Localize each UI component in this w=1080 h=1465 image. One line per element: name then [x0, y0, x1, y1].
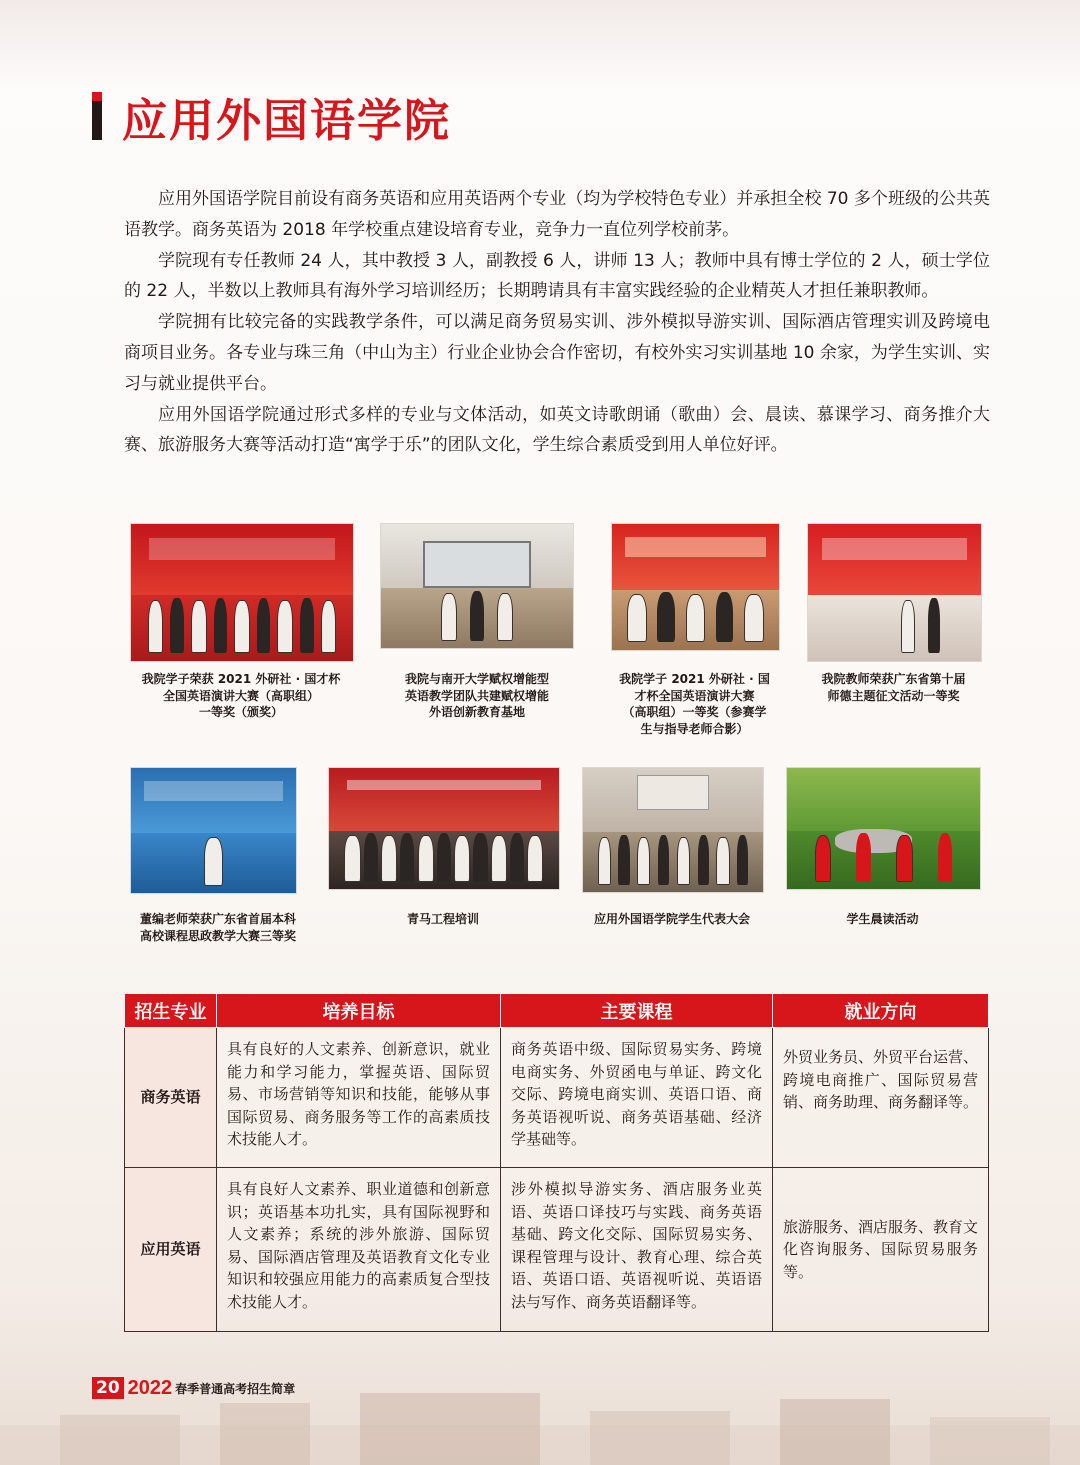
photo-caption: 青马工程培训: [406, 912, 479, 926]
major-name: 商务英语: [125, 1028, 217, 1168]
page-title: 应用外国语学院: [122, 93, 452, 147]
intro-text: [124, 184, 990, 461]
photo-base-signing: [380, 523, 574, 649]
career-direction: 外贸业务员、外贸平台运营、跨境电商推广、国际贸易营销、商务助理、商务翻译等。: [773, 1028, 989, 1168]
header-jobs: 就业方向: [773, 994, 989, 1028]
title-marker: [92, 92, 102, 140]
page-header: [92, 88, 452, 147]
brochure-title: 春季普通高考招生简章: [175, 1381, 296, 1396]
footer-year: 2022: [127, 1376, 173, 1399]
photo-caption: 我院学子 2021 外研社 · 国 才杯全国英语演讲大赛 （高职组）一等奖（参赛学 生与指导老师合影）: [619, 672, 770, 736]
intro-paragraph: 应用外国语学院目前设有商务英语和应用英语两个专业（均为学校特色专业）并承担全校 70 多个班级的公共英语教学。商务英语为 2018 年学校重点建设培育专业，竞争力一直位列学校前茅。: [124, 189, 990, 240]
photo-caption: 我院与南开大学赋权增能型 英语教学团队共建赋权增能 外语创新教育基地: [404, 672, 549, 720]
photo-teaching-contest: [130, 767, 297, 894]
campus-skyline-decoration: [0, 1385, 1080, 1465]
photo-contest-group: [611, 523, 780, 651]
photo-caption: 应用外国语学院学生代表大会: [593, 912, 750, 926]
header-goal: 培养目标: [217, 994, 501, 1028]
major-name: 应用英语: [125, 1168, 217, 1332]
intro-paragraph: 学院拥有比较完备的实践教学条件，可以满足商务贸易实训、涉外模拟导游实训、国际酒店管理实训及跨境电商项目业务。各专业与珠三角（中山为主）行业企业协会合作密切，有校外实习实训基地 10 余家，为学生实训、实习与就业提供平台。: [124, 312, 990, 394]
career-direction: 旅游服务、酒店服务、教育文化咨询服务、国际贸易服务等。: [773, 1168, 989, 1332]
training-goal: 具有良好的人文素养、创新意识，就业能力和学习能力，掌握英语、国际贸易、市场营销等知识和技能，能够从事国际贸易、商务服务等工作的高素质技术技能人才。: [217, 1028, 501, 1168]
photo-teacher-award: [807, 523, 982, 662]
training-goal: 具有良好人文素养、职业道德和创新意识；英语基本功扎实，具有国际视野和人文素养；系统的涉外旅游、国际贸易、国际酒店管理及英语教育文化专业知识和较强应用能力的高素质复合型技术技能人才。: [217, 1168, 501, 1332]
page-number: 20: [92, 1377, 124, 1399]
header-major: 招生专业: [125, 994, 217, 1028]
main-courses: 商务英语中级、国际贸易实务、跨境电商实务、外贸函电与单证、跨文化交际、跨境电商实训、英语口语、商务英语视听说、商务英语基础、经济学基础等。: [501, 1028, 773, 1168]
intro-paragraph: 学院现有专任教师 24 人，其中教授 3 人，副教授 6 人，讲师 13 人；教师中具有博士学位的 2 人，硕士学位的 22 人，半数以上教师具有海外学习培训经历；长期聘请具有丰富实践经验的企业精英人才担任兼职教师。: [124, 250, 990, 302]
main-courses: 涉外模拟导游实务、酒店服务业英语、英语口译技巧与实践、商务英语基础、跨文化交际、国际贸易实务、课程管理与设计、教育心理、综合英语、英语口语、英语视听说、英语语法与写作、商务英语翻译等。: [501, 1168, 773, 1332]
table-header-row: [125, 994, 989, 1028]
photo-student-congress: [582, 767, 764, 893]
photo-morning-reading: [786, 767, 981, 890]
majors-table: [124, 993, 989, 1332]
table-row: [125, 1168, 989, 1332]
photo-caption: 我院学子荣获 2021 外研社 · 国才杯 全国英语演讲大赛（高职组） 一等奖（颁奖）: [141, 672, 341, 720]
intro-paragraph: 应用外国语学院通过形式多样的专业与文体活动，如英文诗歌朗诵（歌曲）会、晨读、慕课学习、商务推介大赛、旅游服务大赛等活动打造“寓学于乐”的团队文化，学生综合素质受到用人单位好评。: [124, 404, 990, 456]
photo-caption: 学生晨读活动: [846, 912, 919, 926]
photo-caption: 我院教师荣获广东省第十届 师德主题征文活动一等奖: [821, 672, 966, 703]
header-courses: 主要课程: [501, 994, 773, 1028]
photo-award-ceremony: [130, 523, 354, 662]
photo-training: [328, 767, 560, 890]
photo-caption: 董编老师荣获广东省首届本科 高校课程思政教学大赛三等奖: [139, 912, 296, 943]
table-row: [125, 1028, 989, 1168]
header-decoration: [0, 0, 1080, 90]
